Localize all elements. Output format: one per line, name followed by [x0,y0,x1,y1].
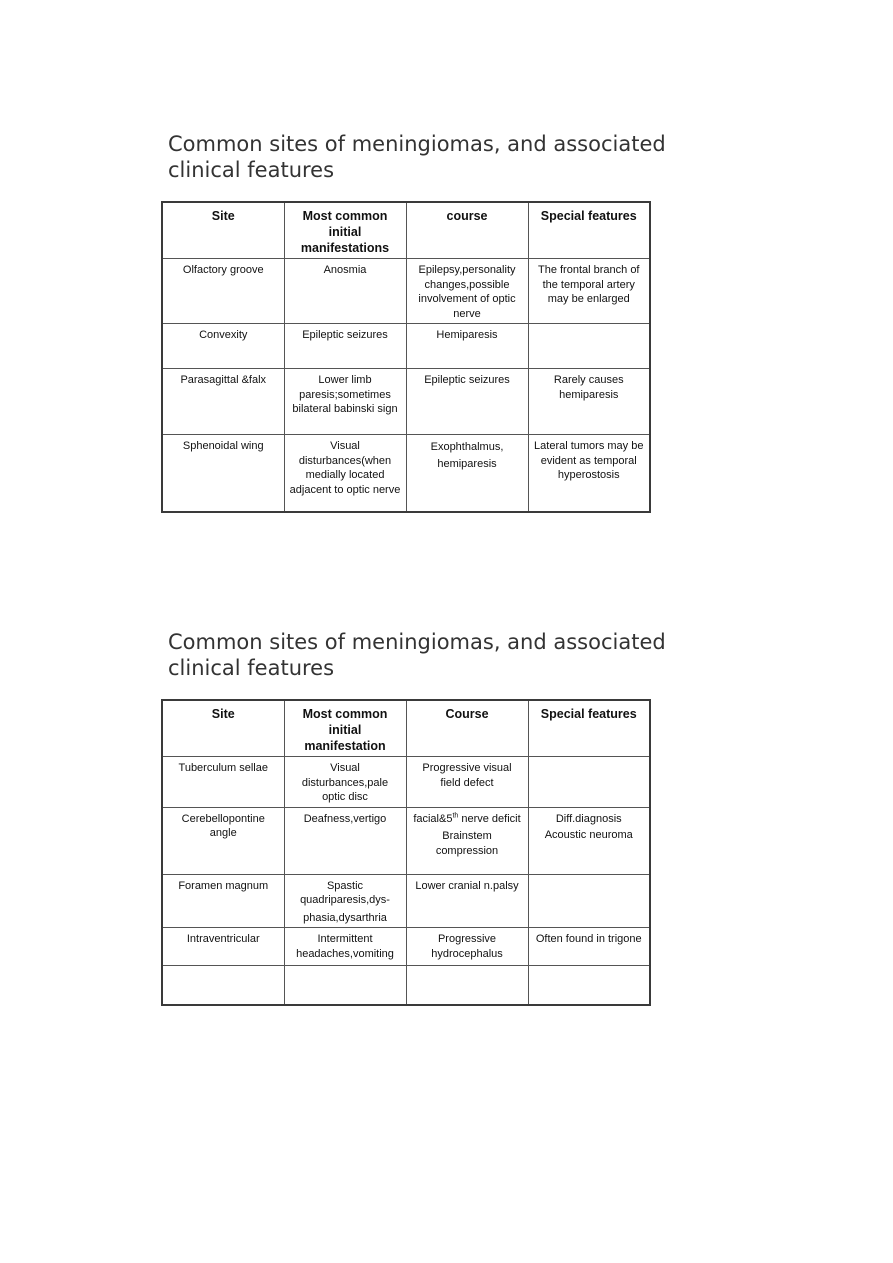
cell-manifestation [284,966,406,1005]
cell-course: Epilepsy,personality changes,possible involvement of optic nerve [406,259,528,324]
cell-course: Lower cranial n.palsy [406,874,528,928]
cell-course: Progressive hydrocephalus [406,928,528,966]
cell-special-features: The frontal branch of the temporal artery may be enlarged [528,259,650,324]
table-row [162,259,650,324]
cell-manifestation: Lower limb paresis;sometimes bilateral babinski sign [284,369,406,435]
cell-course: Exophthalmus, hemiparesis [406,435,528,512]
cell-special-features [528,757,650,808]
cell-special-features: Lateral tumors may be evident as temporal hyperostosis [528,435,650,512]
cell-special-features: Rarely causes hemiparesis [528,369,650,435]
table-row [162,324,650,369]
header-site: Site [162,700,284,757]
cell-special-features [528,874,650,928]
cell-manifestation [284,874,406,928]
course-superscript: th [452,811,459,819]
table-row [162,928,650,966]
table-header-row [162,700,650,757]
special-line-1: Diff.diagnosis [555,812,622,825]
cell-special-features [528,807,650,874]
meningioma-sites-table-2 [161,699,651,1006]
cell-special-features [528,324,650,369]
cell-special-features: Often found in trigone [528,928,650,966]
cell-manifestation: Visual disturbances(when medially located adjacent to optic nerve [284,435,406,512]
meningioma-sites-table-1 [161,201,651,513]
header-special-features: Special features [528,202,650,259]
cell-site: Olfactory groove [162,259,284,324]
cell-site: Tuberculum sellae [162,757,284,808]
course-text-part1: facial&5 [413,812,453,825]
cell-manifestation: Deafness,vertigo [284,807,406,874]
special-line-2: Acoustic neuroma [544,829,633,841]
manifestation-line-1: Spastic quadriparesis,dys- [300,879,390,906]
header-course: course [406,202,528,259]
cell-manifestation: Visual disturbances,pale optic disc [284,757,406,808]
table-row [162,807,650,874]
table-row [162,874,650,928]
cell-course: Progressive visual field defect [406,757,528,808]
cell-special-features [528,966,650,1005]
cell-course: Epileptic seizures [406,369,528,435]
table-row [162,757,650,808]
table-row [162,435,650,512]
cell-site: Intraventricular [162,928,284,966]
cell-site: Sphenoidal wing [162,435,284,512]
cell-site: Parasagittal &falx [162,369,284,435]
header-course: Course [406,700,528,757]
header-manifestation: Most common initial manifestations [284,202,406,259]
header-site: Site [162,202,284,259]
cell-site [162,966,284,1005]
cell-manifestation: Anosmia [284,259,406,324]
cell-course [406,966,528,1005]
slide-1-title: Common sites of meningiomas, and associated clinical features [168,132,666,182]
header-manifestation: Most common initial manifestation [284,700,406,757]
cell-manifestation: Epileptic seizures [284,324,406,369]
table-header-row [162,202,650,259]
slide-2-title: Common sites of meningiomas, and associated clinical features [168,630,666,680]
cell-manifestation: Intermittent headaches,vomiting [284,928,406,966]
manifestation-line-2: phasia,dysarthria [303,911,387,924]
header-special-features: Special features [528,700,650,757]
cell-site: Convexity [162,324,284,369]
table-row [162,966,650,1005]
cell-course: Hemiparesis [406,324,528,369]
cell-site: Cerebellopontine angle [162,807,284,874]
cell-course [406,807,528,874]
table-row [162,369,650,435]
course-text-part3: Brainstem compression [435,830,499,857]
cell-site: Foramen magnum [162,874,284,928]
course-text-part2: nerve deficit [458,812,521,825]
